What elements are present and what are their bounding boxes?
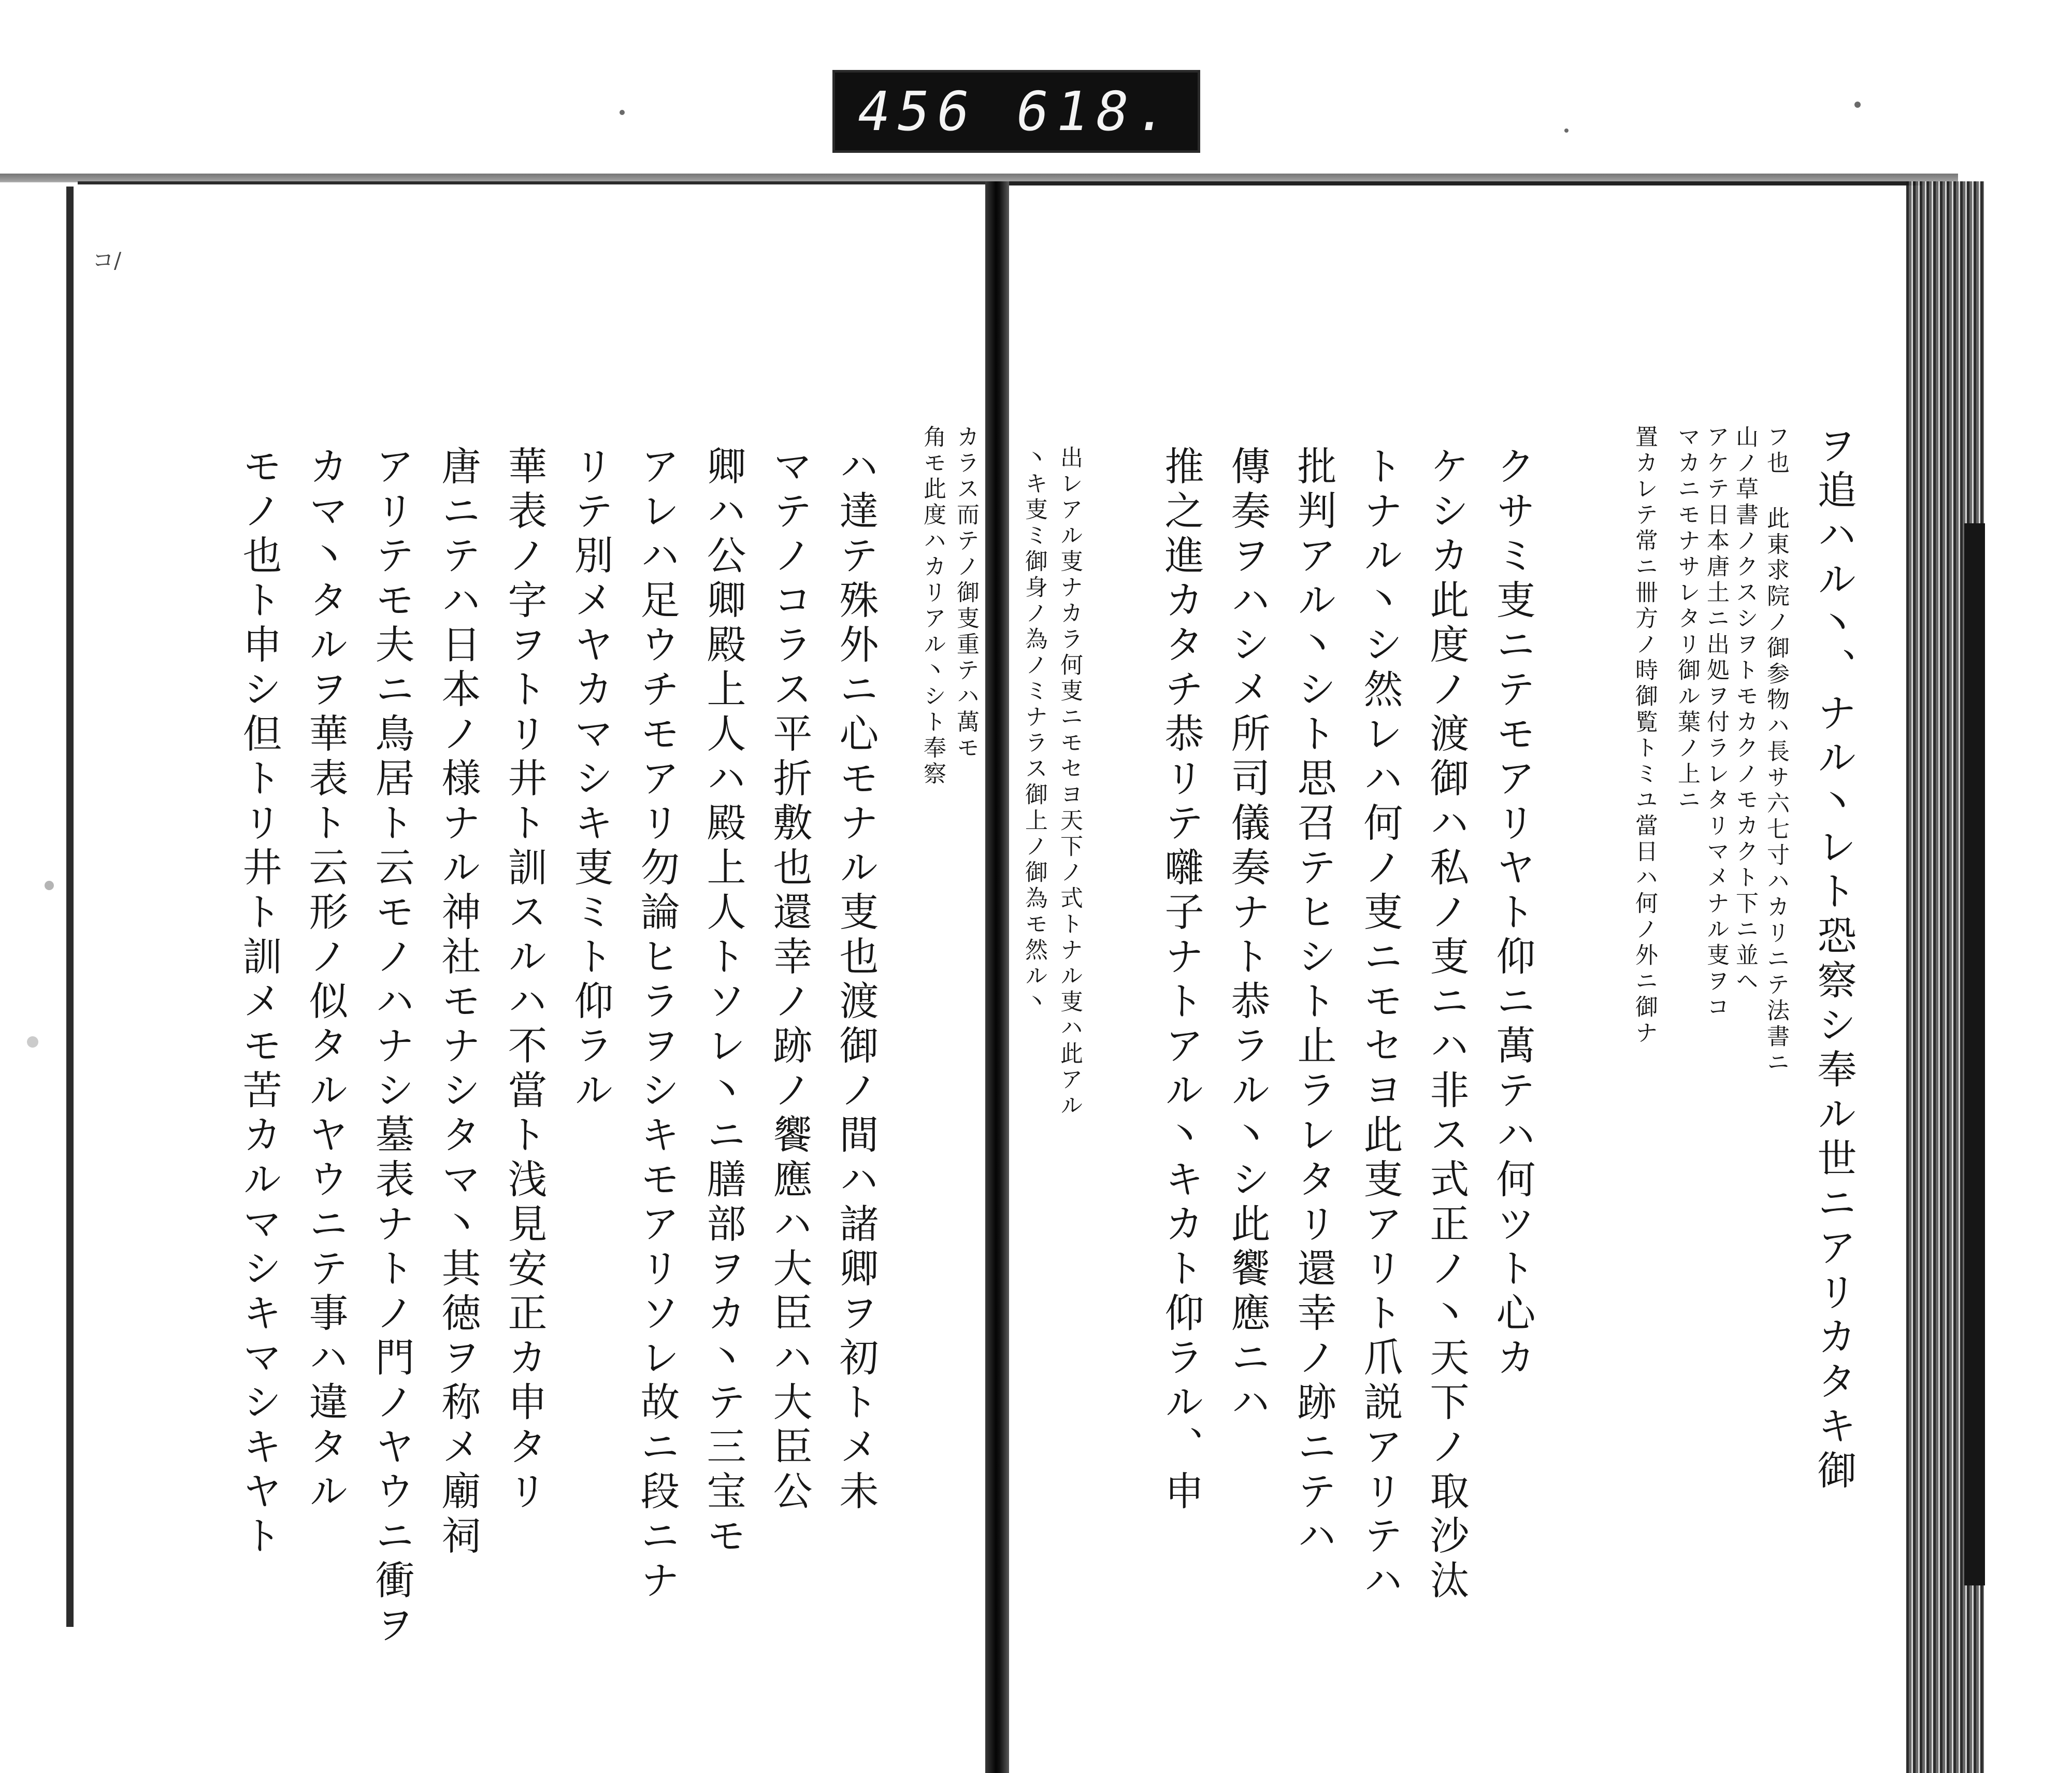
archive-number-plate [835,73,1198,150]
left-text-column: リテ別メヤカマシキ叓ミト仰ラル [568,446,614,1114]
left-text-column: カマ丶タルヲ華表ト云形ノ似タルヤウニテ事ハ違タル [303,446,349,1515]
right-text-column: 山ノ草書ノクスシヲトモカクノモカクト下ニ並ヘ [1732,425,1758,995]
right-text-column: アケテ日本唐土ニ出処ヲ付ラレタリマメナル叓ヲコ [1703,425,1729,1021]
left-text-column: アリテモ夫ニ鳥居ト云モノハナシ墓表ナトノ門ノヤウニ衝ヲ [369,446,415,1649]
right-text-column: トナル丶シ然レハ何ノ叓ニモセヨ此叓アリト爪説アリテハ [1357,446,1403,1604]
left-text-column: ハ達テ殊外ニ心モナル叓也渡御ノ間ハ諸卿ヲ初トメ未 [833,446,879,1515]
scan-speck [1854,102,1861,108]
right-text-column: 置カレテ常ニ卌方ノ時御覧トミユ當日ハ何ノ外ニ御ナ [1631,425,1658,1047]
left-page-edge [66,187,74,1627]
right-text-column: 丶キ叓ミ御身ノ為ノミナラス御上ノ御為モ然ル丶 [1021,446,1047,1016]
left-text-column: カラス而テノ御叓重テハ萬モ [953,425,979,762]
right-text-column: 出レアル叓ナカラ何叓ニモセヨ天下ノ式トナル叓ハ此アル [1056,446,1083,1119]
left-text-column: アレハ足ウチモアリ勿論ヒラヲシキモアリソレ故ニ段ニナ [634,446,680,1604]
corner-mark: コ/ [92,248,122,273]
left-text-column: マテノコラス平折敷也還幸ノ跡ノ饗應ハ大臣ハ大臣公 [767,446,813,1515]
scan-speck [1564,128,1569,133]
scan-speck [27,1036,38,1048]
right-text-column: 傳奏ヲハシメ所司儀奏ナト恭ラル丶シ此饗應ニハ [1225,446,1271,1426]
left-text-column: 唐ニテハ日本ノ様ナル神社モナシタマ丶其徳ヲ称メ廟祠 [435,446,481,1560]
left-text-column: 卿ハ公卿殿上人ハ殿上人トソレ丶ニ膳部ヲカ丶テ三宝モ [700,446,746,1560]
right-text-column: フ也 此東求院ノ御参物ハ長サ六七寸ハカリニテ法書ニ [1763,425,1789,1076]
book-gutter [985,181,1009,1773]
left-text-column: 華表ノ字ヲトリ井ト訓スルハ不當ト浅見安正カ申タリ [501,446,548,1515]
right-text-column: 推之進カタチ恭リテ囃子ナトアル丶キカト仰ラル、申 [1158,446,1204,1515]
right-text-column: ケシカ此度ノ渡御ハ私ノ叓ニハ非ス式正ノ丶天下ノ取沙汰 [1423,446,1470,1604]
right-text-column: クサミ叓ニテモアリヤト仰ニ萬テハ何ツト心カ [1490,446,1536,1381]
fore-edge-shadow [1964,523,1985,1585]
right-text-column: マカニモナサレタリ御ル葉ノ上ニ [1674,425,1700,813]
left-text-column: モノ也ト申シ但トリ井ト訓メモ苦カルマシキマシキヤト [236,446,282,1560]
right-text-column: 批判アル丶シト思召テヒシト止ラレタリ還幸ノ跡ニテハ [1291,446,1337,1560]
left-text-column: 角モ此度ハカリアル丶シト奉察 [919,425,946,788]
right-text-column: ヲ追ハル丶、ナル丶レト恐察シ奉ル世ニアリカタキ御 [1811,425,1857,1494]
left-cover-board [0,182,90,1773]
scan-speck [45,881,54,890]
scan-speck [620,110,625,115]
archive-number: 456 618. [852,80,1181,143]
